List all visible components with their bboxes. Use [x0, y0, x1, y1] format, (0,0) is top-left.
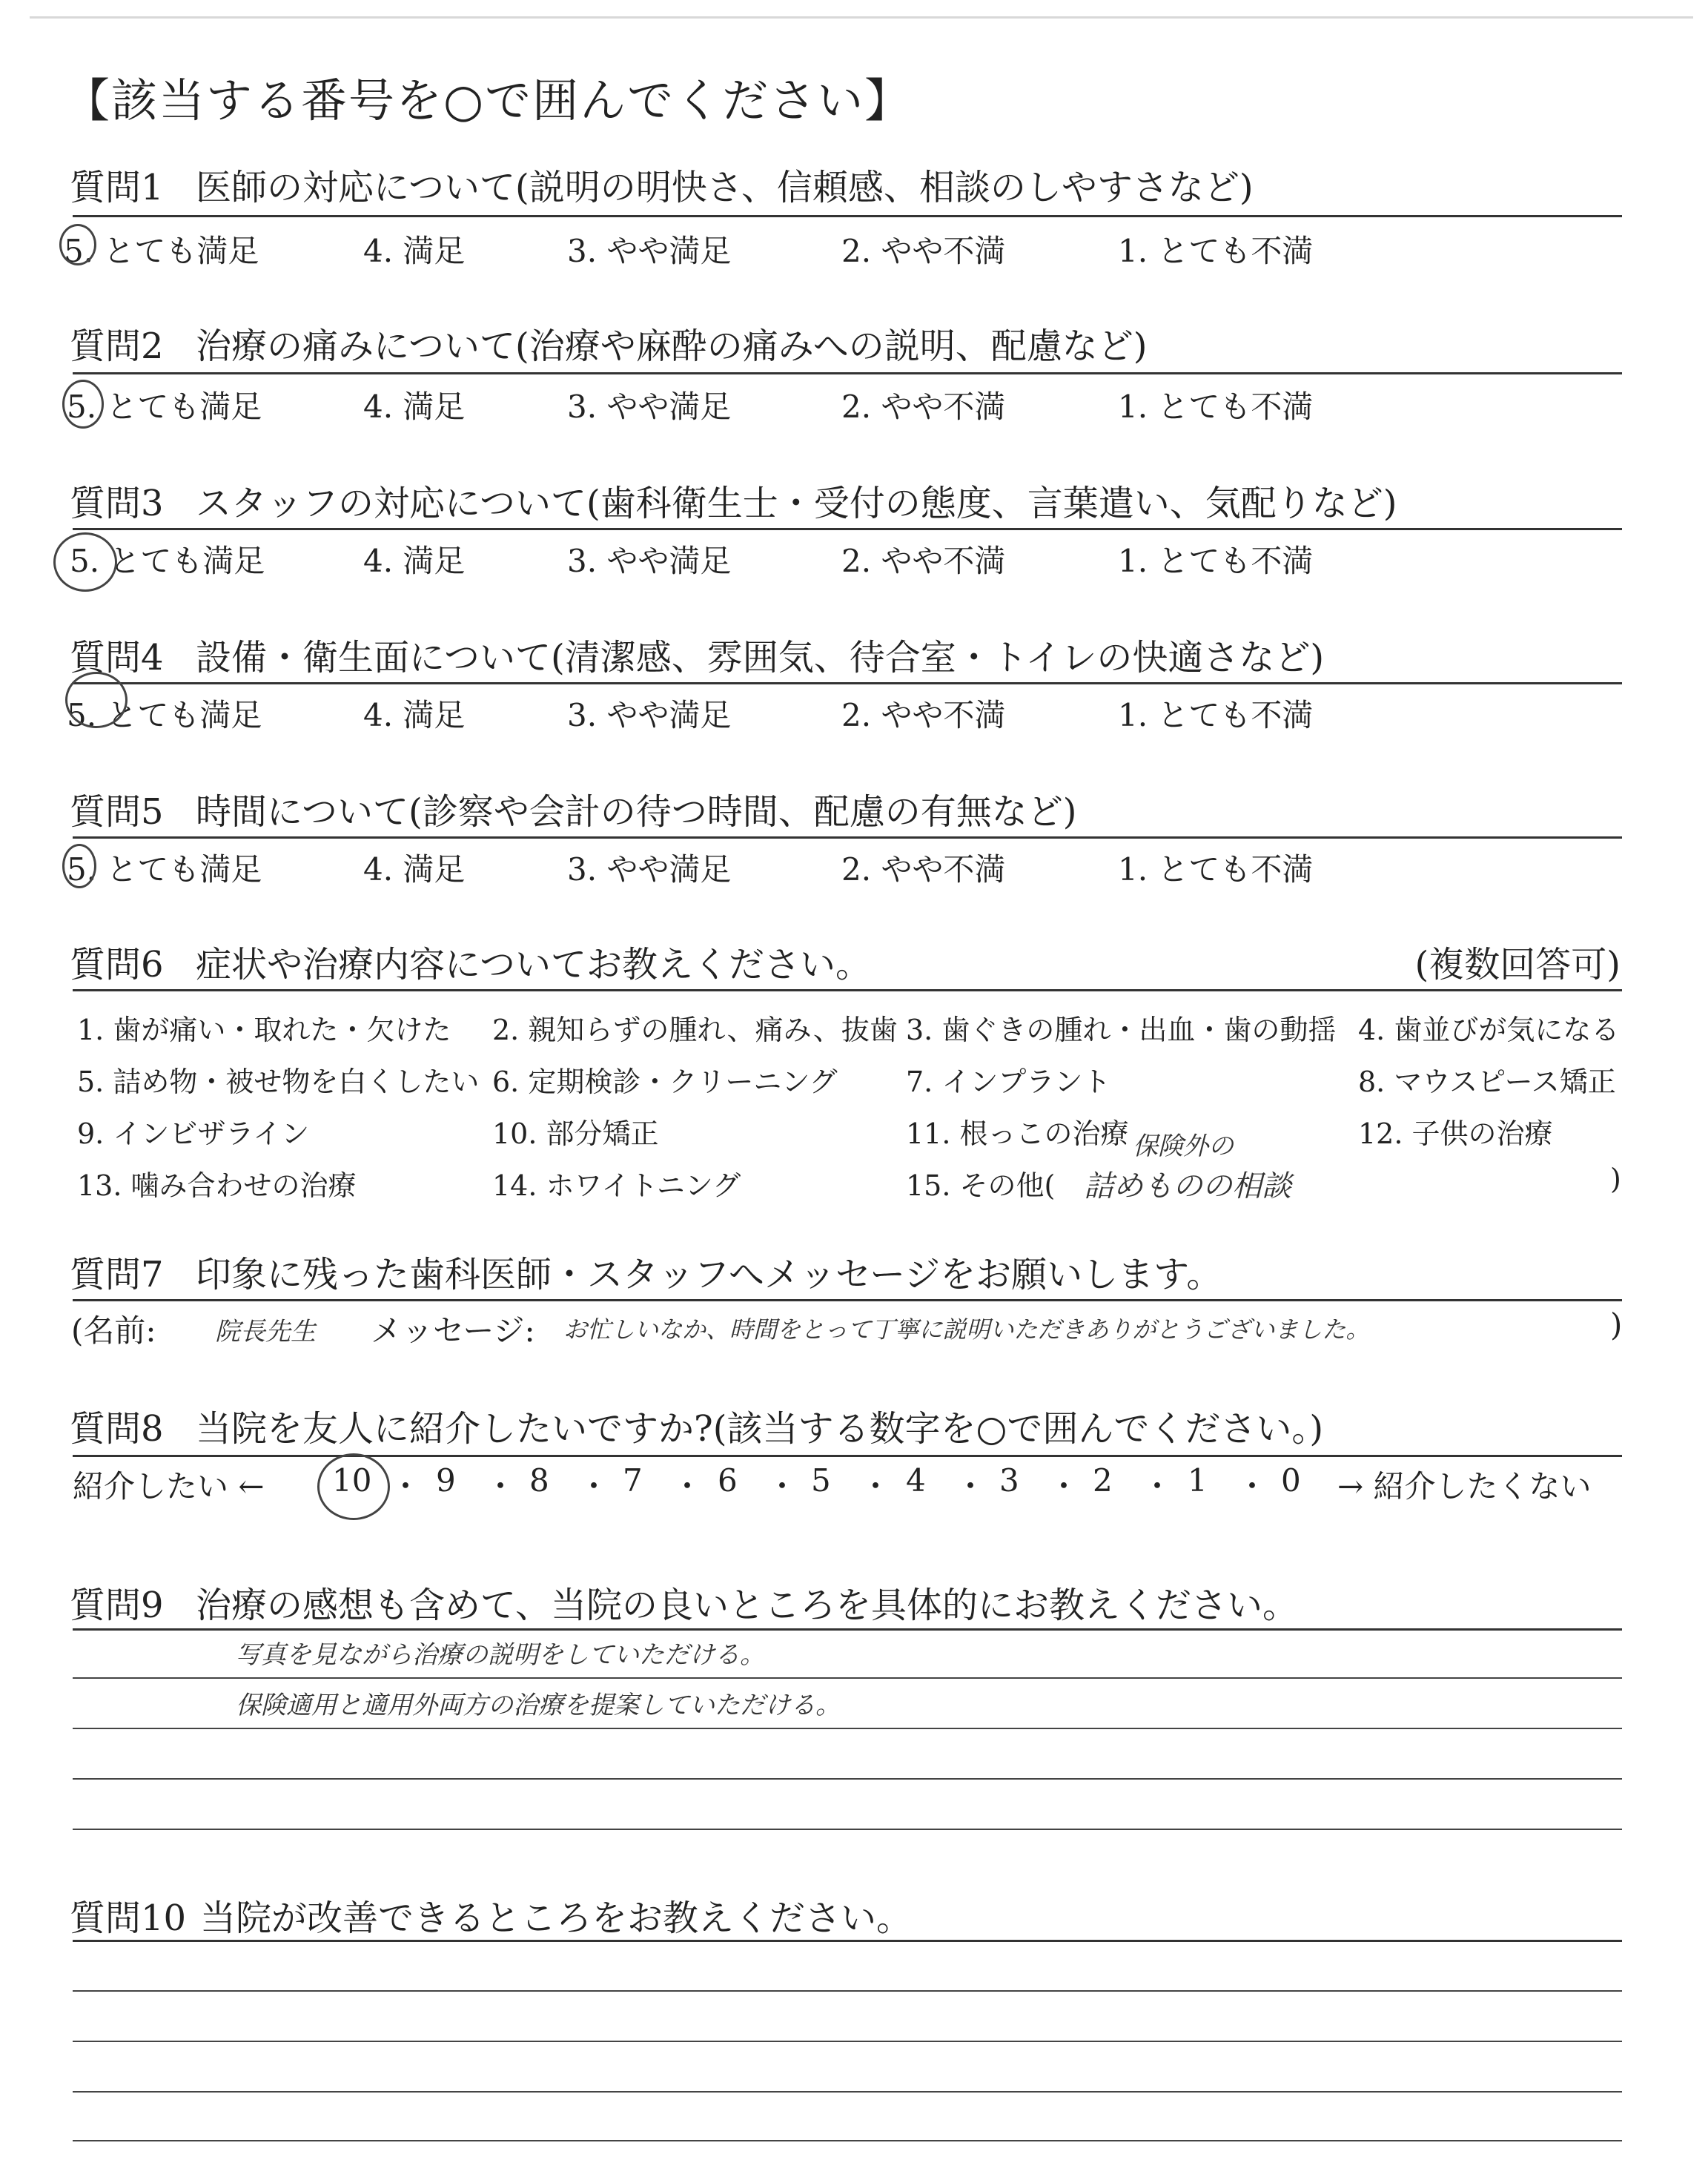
q8-separator: ・ — [1048, 1468, 1080, 1505]
q7-close-paren: ) — [1610, 1307, 1623, 1343]
q5-title — [70, 783, 1077, 834]
q4-option-2[interactable]: 2. やや不満 — [841, 697, 1006, 733]
q6-other-handwritten[interactable]: 詰めものの相談 — [1084, 1169, 1291, 1203]
q2-divider — [73, 372, 1622, 374]
q5-option-5[interactable]: 5. とても満足 — [67, 851, 262, 888]
q8-title — [70, 1400, 1323, 1451]
q6-item-10[interactable]: 10. 部分矯正 — [492, 1117, 659, 1150]
q1-option-4[interactable]: 4. 満足 — [363, 233, 466, 269]
q1-option-1[interactable]: 1. とても不満 — [1118, 233, 1314, 269]
q7-message-value[interactable]: お忙しいなか、時間をとって丁寧に説明いただきありがとうございました。 — [563, 1315, 1370, 1344]
q9-number: 質問9 — [70, 1585, 164, 1626]
q5-text: 時間について(診察や会計の待つ時間、配慮の有無など) — [196, 791, 1077, 833]
q2-option-4[interactable]: 4. 満足 — [363, 389, 466, 425]
q7-name-label: (名前: — [71, 1312, 156, 1349]
q10-title — [70, 1889, 912, 1941]
q5-option-1[interactable]: 1. とても不満 — [1118, 851, 1314, 888]
q3-option-1[interactable]: 1. とても不満 — [1118, 543, 1314, 579]
q9-writing-line — [73, 1829, 1622, 1830]
q8-right-label: → 紹介したくない — [1337, 1468, 1592, 1505]
q2-option-1[interactable]: 1. とても不満 — [1118, 389, 1314, 425]
q10-writing-line[interactable] — [73, 2091, 1622, 2093]
q6-item-2[interactable]: 2. 親知らずの腫れ、痛み、抜歯 — [492, 1014, 898, 1046]
q4-title — [70, 629, 1324, 680]
q2-selection-circle — [62, 380, 104, 429]
q8-scale-8[interactable]: 8 — [529, 1462, 549, 1499]
q2-option-3[interactable]: 3. やや満足 — [567, 389, 732, 425]
q7-title — [70, 1246, 1222, 1297]
q1-option-2[interactable]: 2. やや不満 — [841, 233, 1006, 269]
q5-number: 質問5 — [70, 791, 164, 833]
q8-scale-10[interactable]: 10 — [332, 1462, 372, 1499]
q8-separator: ・ — [955, 1468, 987, 1505]
q8-separator: ・ — [1237, 1468, 1268, 1505]
q6-title — [70, 936, 871, 987]
q6-item-14[interactable]: 14. ホワイトニング — [492, 1169, 741, 1202]
q3-option-5[interactable]: 5. とても満足 — [70, 543, 265, 579]
q7-number: 質問7 — [70, 1254, 164, 1295]
q8-separator: ・ — [390, 1468, 422, 1505]
q8-left-label: 紹介したい ← — [73, 1468, 265, 1505]
top-border — [30, 16, 1693, 19]
q1-divider — [73, 215, 1622, 217]
q8-separator: ・ — [1142, 1468, 1174, 1505]
q9-writing-line — [73, 1728, 1622, 1729]
q9-answer-line-1[interactable]: 写真を見ながら治療の説明をしていただける。 — [236, 1640, 765, 1670]
q2-option-5[interactable]: 5. とても満足 — [67, 389, 262, 425]
q3-title — [70, 475, 1397, 526]
q4-selection-circle — [65, 672, 128, 728]
q3-number: 質問3 — [70, 483, 164, 524]
q3-selection-circle — [53, 532, 117, 592]
q10-writing-line[interactable] — [73, 2140, 1622, 2141]
q8-scale-1[interactable]: 1 — [1188, 1462, 1208, 1499]
q8-scale-9[interactable]: 9 — [436, 1462, 456, 1499]
q4-divider — [73, 682, 1622, 684]
q6-other-handwritten-note: 保険外の — [1133, 1132, 1234, 1161]
q8-scale-7[interactable]: 7 — [623, 1462, 643, 1499]
q1-selection-circle — [59, 224, 96, 265]
q6-item-5[interactable]: 5. 詰め物・被せ物を白くしたい — [77, 1066, 480, 1098]
q7-text: 印象に残った歯科医師・スタッフへメッセージをお願いします。 — [196, 1254, 1222, 1295]
q6-item-9[interactable]: 9. インビザライン — [77, 1117, 310, 1150]
q8-scale-4[interactable]: 4 — [906, 1462, 926, 1499]
q4-option-3[interactable]: 3. やや満足 — [567, 697, 732, 733]
q9-writing-line — [73, 1778, 1622, 1780]
q4-number: 質問4 — [70, 637, 164, 678]
q7-name-value[interactable]: 院長先生 — [215, 1317, 316, 1347]
q10-writing-line[interactable] — [73, 1990, 1622, 1992]
q6-item-11[interactable]: 11. 根っこの治療 — [906, 1117, 1129, 1150]
q2-number: 質問2 — [70, 326, 164, 367]
q8-separator: ・ — [578, 1468, 610, 1505]
q2-text: 治療の痛みについて(治療や麻酔の痛みへの説明、配慮など) — [196, 326, 1148, 367]
q8-scale-2[interactable]: 2 — [1093, 1462, 1113, 1499]
q9-text: 治療の感想も含めて、当院の良いところを具体的にお教えください。 — [196, 1585, 1299, 1626]
q8-separator: ・ — [672, 1468, 704, 1505]
q8-separator: ・ — [485, 1468, 517, 1505]
q5-option-2[interactable]: 2. やや不満 — [841, 851, 1006, 888]
q5-option-3[interactable]: 3. やや満足 — [567, 851, 732, 888]
q5-selection-circle — [62, 844, 96, 888]
q8-scale-6[interactable]: 6 — [718, 1462, 738, 1499]
q6-item-12[interactable]: 12. 子供の治療 — [1358, 1117, 1553, 1150]
q6-item-3[interactable]: 3. 歯ぐきの腫れ・出血・歯の動揺 — [906, 1014, 1337, 1046]
q8-separator: ・ — [767, 1468, 798, 1505]
q6-divider — [73, 989, 1622, 991]
q1-title — [70, 159, 1254, 210]
q6-text: 症状や治療内容についてお教えください。 — [196, 944, 872, 985]
q6-item-13[interactable]: 13. 噛み合わせの治療 — [77, 1169, 357, 1202]
q6-number: 質問6 — [70, 944, 164, 985]
survey-heading: 【該当する番号を○で囲んでください】 — [64, 73, 913, 128]
q7-divider — [73, 1299, 1622, 1301]
q4-text: 設備・衛生面について(清潔感、雰囲気、待合室・トイレの快適さなど) — [196, 637, 1325, 678]
q3-option-2[interactable]: 2. やや不満 — [841, 543, 1006, 579]
q6-item-15[interactable]: 15. その他( — [906, 1169, 1056, 1202]
q9-writing-line — [73, 1677, 1622, 1679]
q6-item-15-close-paren: ) — [1610, 1163, 1621, 1195]
q1-option-5[interactable]: 5. とても満足 — [64, 233, 259, 269]
q5-option-4[interactable]: 4. 満足 — [363, 851, 466, 888]
q4-option-1[interactable]: 1. とても不満 — [1118, 697, 1314, 733]
q2-title — [70, 317, 1148, 369]
q6-multiple-answers-note: (複数回答可) — [1414, 944, 1621, 985]
q6-item-1[interactable]: 1. 歯が痛い・取れた・欠けた — [77, 1014, 451, 1046]
q7-message-label: メッセージ: — [371, 1312, 535, 1349]
q3-option-4[interactable]: 4. 満足 — [363, 543, 466, 579]
q1-text: 医師の対応について(説明の明快さ、信頼感、相談のしやすさなど) — [196, 167, 1254, 208]
q4-option-4[interactable]: 4. 満足 — [363, 697, 466, 733]
q5-divider — [73, 836, 1622, 839]
q3-divider — [73, 528, 1622, 530]
q3-text: スタッフの対応について(歯科衛生士・受付の態度、言葉遣い、気配りなど) — [196, 483, 1397, 524]
q10-writing-line[interactable] — [73, 2041, 1622, 2042]
q4-option-5[interactable]: 5. とても満足 — [67, 697, 262, 733]
q9-divider — [73, 1628, 1622, 1631]
q6-item-7[interactable]: 7. インプラント — [906, 1066, 1111, 1098]
q8-scale-0[interactable]: 0 — [1281, 1462, 1301, 1499]
q10-text: 当院が改善できるところをお教えください。 — [200, 1898, 913, 1939]
q9-title — [70, 1576, 1298, 1628]
q1-option-3[interactable]: 3. やや満足 — [567, 233, 732, 269]
q3-option-3[interactable]: 3. やや満足 — [567, 543, 732, 579]
q6-item-8[interactable]: 8. マウスピース矯正 — [1358, 1066, 1616, 1098]
q8-scale-3[interactable]: 3 — [999, 1462, 1019, 1499]
q8-selection-circle — [317, 1453, 390, 1520]
q8-text: 当院を友人に紹介したいですか?(該当する数字を○で囲んでください。) — [196, 1408, 1324, 1450]
q1-number: 質問1 — [70, 167, 164, 208]
q8-divider — [73, 1455, 1622, 1457]
q9-answer-line-2[interactable]: 保険適用と適用外両方の治療を提案していただける。 — [236, 1691, 841, 1720]
q8-number: 質問8 — [70, 1408, 164, 1450]
q8-scale-5[interactable]: 5 — [811, 1462, 831, 1499]
q8-separator: ・ — [860, 1468, 892, 1505]
q10-divider — [73, 1940, 1622, 1942]
q6-item-4[interactable]: 4. 歯並びが気になる — [1358, 1014, 1620, 1046]
q10-number: 質問10 — [70, 1898, 187, 1939]
q6-item-6[interactable]: 6. 定期検診・クリーニング — [492, 1066, 838, 1098]
q2-option-2[interactable]: 2. やや不満 — [841, 389, 1006, 425]
